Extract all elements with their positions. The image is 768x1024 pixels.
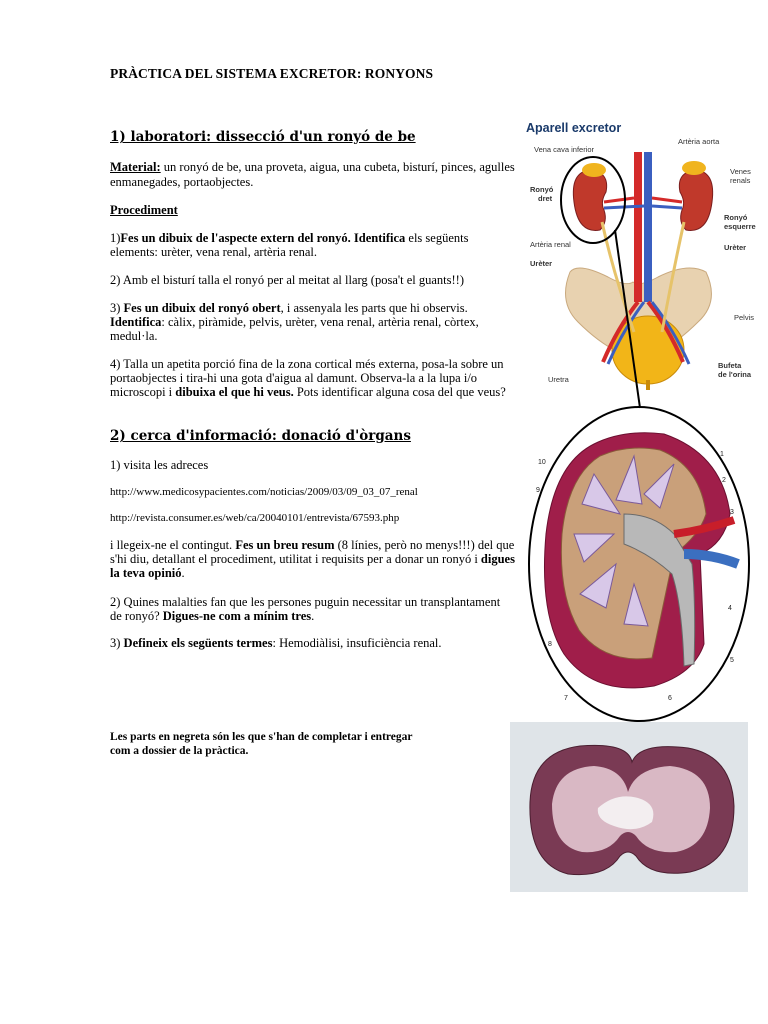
step1-identifica: Identifica	[353, 231, 406, 245]
dissected-kidney-photo	[510, 722, 748, 892]
label-7: 7	[564, 695, 568, 702]
step4-end: Pots identificar alguna cosa del que veus?	[293, 385, 506, 399]
left-adrenal-shape	[682, 161, 706, 175]
step1-line2: elements: urèter, vena renal, artèria renal.	[110, 245, 318, 259]
step3-bold: Fes un dibuix del ronyó obert	[123, 301, 281, 315]
label-ronyo-esquerre-2: esquerre	[724, 222, 756, 231]
read-line1	[110, 538, 514, 553]
label-4: 4	[728, 605, 732, 612]
q2-line1: 2) Quines malalties fan que les persones puguin necessitar un transplantament	[110, 595, 501, 609]
material-label: Material:	[110, 160, 161, 174]
label-ronyo-esquerre-1: Ronyó	[724, 213, 748, 222]
label-bufeta-2: de l'orina	[718, 370, 752, 379]
label-5: 5	[730, 657, 734, 664]
q3-rest: : Hemodiàlisi, insuficiència renal.	[272, 636, 442, 650]
read-line3-bold: la teva opinió	[110, 566, 182, 580]
label-venes: Venes	[730, 167, 751, 176]
section2-heading: 2) cerca d'informació: donació d'òrgans	[110, 428, 411, 444]
step3-list: : càlix, piràmide, pelvis, urèter, vena renal, artèria renal, còrtex,	[161, 315, 479, 329]
renal-veins	[604, 206, 682, 208]
url-link-2[interactable]: http://revista.consumer.es/web/ca/20040101/entrevista/67593.php	[110, 512, 400, 524]
section1-heading: 1) laboratori: dissecció d'un ronyó de be	[110, 129, 416, 145]
step4-start: microscopi i	[110, 385, 176, 399]
read-line2-bold: digues	[480, 552, 515, 566]
label-vena-cava: Vena cava inferior	[534, 145, 595, 154]
step3-number: 3)	[110, 301, 124, 315]
diagram-title: Aparell excretor	[526, 121, 622, 135]
label-10: 10	[538, 459, 546, 466]
zoom-connector	[600, 230, 650, 420]
procediment-heading: Procediment	[110, 203, 178, 217]
url-link-1[interactable]: http://www.medicosypacientes.com/noticias/2009/03/09_03_07_renal	[110, 486, 418, 498]
label-bufeta-1: Bufeta	[718, 361, 742, 370]
step4-line1: 4) Talla un apetita porció fina de la zona cortical més externa, posa-la sobre un	[110, 357, 504, 371]
step4-line2: portaobjectes i tira-hi una gota d'aigua al damunt. Observa-la a la lupa i/o	[110, 371, 478, 385]
q2-line2	[110, 609, 314, 624]
step3-identifica: Identifica	[110, 315, 162, 329]
q2-period: .	[311, 609, 315, 623]
label-ureter-left: Urèter	[530, 259, 553, 268]
step1-bold: Fes un dibuix de l'aspecte extern del ronyó.	[120, 231, 351, 245]
label-1: 1	[720, 451, 724, 458]
step4-line3	[110, 385, 506, 400]
label-arteria-aorta: Artèria aorta	[678, 137, 720, 146]
label-2: 2	[722, 477, 726, 484]
q3	[110, 636, 442, 651]
step1-line1	[110, 231, 468, 246]
read-line2	[110, 552, 515, 567]
step2: 2) Amb el bisturí talla el ronyó per al meitat al llarg (posa't el guants!!)	[110, 273, 465, 287]
label-renals: renals	[730, 176, 751, 185]
note-line1: Les parts en negreta són les que s'han de completar i entregar	[110, 731, 413, 743]
step4-bold: dibuixa el que hi veus.	[175, 385, 294, 399]
right-adrenal-shape	[582, 163, 606, 177]
label-ureter-right: Urèter	[724, 243, 747, 252]
left-kidney-shape	[679, 170, 712, 230]
label-8: 8	[548, 641, 552, 648]
step3-line3: medul·la.	[110, 329, 158, 343]
read-bold: Fes un breu resum	[235, 538, 335, 552]
label-9: 9	[536, 487, 540, 494]
read-line3-period: .	[181, 566, 185, 580]
label-ronyo-dret-2: dret	[538, 194, 553, 203]
label-pelvis: Pelvis	[734, 313, 755, 322]
step3-line1	[110, 301, 468, 316]
right-kidney-shape	[573, 170, 606, 230]
visit-text: 1) visita les adreces	[110, 458, 209, 472]
material-line1	[110, 160, 515, 175]
kidney-section-diagram	[524, 404, 754, 724]
label-3: 3	[730, 509, 734, 516]
read-start: i llegeix-ne el contingut.	[110, 538, 236, 552]
q3-number: 3)	[110, 636, 124, 650]
label-ronyo-dret-1: Ronyó	[530, 185, 554, 194]
read-line2-text: s'hi diu, detallant el procediment, utilitat i requisits per a donar un ronyó i	[110, 552, 481, 566]
note-line2: com a dossier de la pràctica.	[110, 745, 249, 757]
read-line3	[110, 566, 185, 581]
label-6: 6	[668, 695, 672, 702]
step1-number: 1)	[110, 231, 121, 245]
step3-line2	[110, 315, 479, 330]
label-arteria-renal: Artèria renal	[530, 240, 571, 249]
step3-rest: , i assenyala les parts que hi observis.	[280, 301, 468, 315]
material-line2: enmanegades, portaobjectes.	[110, 175, 254, 189]
zoom-connector-line	[615, 230, 640, 408]
label-uretra: Uretra	[548, 375, 569, 384]
step1-rest: els següents	[405, 231, 469, 245]
q3-bold: Defineix els següents termes	[123, 636, 273, 650]
read-end: (8 línies, però no menys!!!) del que	[334, 538, 515, 552]
renal-arteries	[604, 198, 682, 202]
material-text: un ronyó de be, una proveta, aigua, una cubeta, bisturí, pinces, agulles	[160, 160, 515, 174]
page-title: PRÀCTICA DEL SISTEMA EXCRETOR: RONYONS	[110, 66, 434, 81]
q2-start: de ronyó?	[110, 609, 163, 623]
q2-bold: Digues-ne com a mínim tres	[162, 609, 312, 623]
